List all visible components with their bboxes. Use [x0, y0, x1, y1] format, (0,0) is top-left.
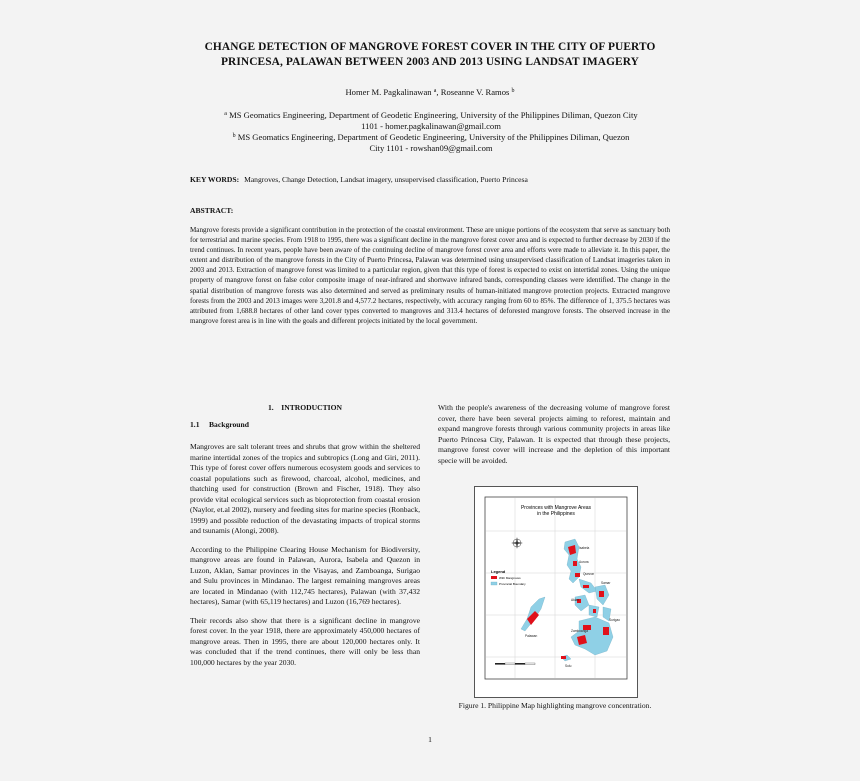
- svg-text:Zamboanga: Zamboanga: [571, 629, 589, 633]
- intro-paragraph-1: Mangroves are salt tolerant trees and shrubs that grow within the sheltered marine intertidal zones of the tropics and subtropics (Long and Giri, 2011). This type of forest cover offers numerous ecosystem goods and services to coastal populations such as firewood, charcoal, alcohol, medicines, and thatching used for construction (Brown and Fischer, 1918). They also provide vital ecological services such as bioprotection from coastal erosion (Naylor, et.al 2002), nursery and feeding sites for marine species (Ronback, 1999) and possible reduction of the devastating impacts of tropical storms and tsunamis (Alongi, 2008).: [190, 442, 420, 535]
- intro-paragraph-2: According to the Philippine Clearing House Mechanism for Biodiversity, mangrove areas are found in Palawan, Aurora, Isabela and Quezon in Luzon, Aklan, Samar provinces in the Visayas, and Zamboanga, Surigao and Sulu provinces in Mindanao. The largest remaining mangroves areas are located in Mindanao (with 112,745 hectares), Palawan (with 37,432 hectares), Samar (with 65,119 hectares) and Luzon (16,769 hectares).: [190, 544, 420, 606]
- affiliation-a-line2: 1101 - homer.pagkalinawan@gmail.com: [361, 121, 501, 131]
- affiliation-a: [175, 109, 687, 132]
- affiliation-b-line2: City 1101 - rowshan09@gmail.com: [369, 143, 493, 153]
- authors: [150, 86, 710, 98]
- svg-text:Palawan: Palawan: [525, 634, 538, 638]
- right-column-paragraph: With the people's awareness of the decreasing volume of mangrove forest cover, there have been several projects aiming to reforest, maintain and expand mangrove forests through various community projects in areas like Puerto Princesa City, Palawan. It is expected that through these projects, mangrove forest cover will increase and the depletion of this important specie will be avoided.: [438, 403, 670, 465]
- author-1-sup: a: [433, 88, 437, 94]
- map-title-2: in the Philippines: [537, 511, 575, 517]
- figure-caption: Figure 1. Philippine Map highlighting mangrove concentration.: [458, 701, 652, 710]
- author-2: Roseanne V. Ramos: [440, 87, 510, 97]
- abstract-text: Mangrove forests provide a significant contribution in the protection of the coastal environment. These are unique portions of the ecosystem that serve as sanctuary both for terrestrial and marine species. From 1918 to 1995, there was a significant decline in the mangrove forest cover area and is expected to further decrease by 2030 if the trend continues. In recent years, people have been aware of the continuing decline of mangrove forest cover area and efforts were made to alleviate it. In this paper, the extent and distribution of the mangrove forests in the City of Puerto Princesa, Palawan was determined using unsupervised classification of Landsat imageries taken in 2003 and 2013. Extraction of mangrove forest was limited to a particular region, given that this type of forest is expected to exist on intertidal zones. Using the unique property of mangrove forest on false color composite image of near-infrared and shortwave infrared bands, corresponding classes were identified. The change in the spatial distribution of mangrove forests was also determined and served as preliminary results of human-initiated mangrove protection projects. Extracted mangrove forests from the 2003 and 2013 images were 3,201.8 and 4,577.2 hectares, respectively, with accuracy ranging from 60 to 85%. The difference of 1, 375.5 hectares was attributed from 1,688.8 hectares of other land cover types converted to mangroves and 313.4 hectares of deforested mangrove forests. The observed increase in the mangrove forest area is in line with the goals and different projects initiated by the local government.: [190, 226, 670, 325]
- scale-bar: [495, 663, 535, 665]
- svg-text:Quezon: Quezon: [583, 572, 595, 576]
- page-number: 1: [428, 735, 432, 744]
- keywords-label: KEY WORDS:: [190, 175, 240, 184]
- paper-title: [150, 40, 710, 70]
- svg-text:Samar: Samar: [601, 581, 611, 585]
- subsection-heading-background: 1.1 Background: [190, 419, 249, 429]
- author-sep: ,: [436, 87, 441, 97]
- abstract-heading: ABSTRACT:: [190, 206, 234, 215]
- affiliation-b: [175, 131, 687, 154]
- intro-paragraph-3: Their records also show that there is a significant decline in mangrove forest cover. In the year 1918, there are approximately 450,000 hectares of mangrove areas. Then in 1995, there are about 120,000 hectares only. It was concluded that if the trend continues, there will only be less than 100,000 hectares by the year 2030.: [190, 615, 420, 667]
- author-1: Homer M. Pagkalinawan: [345, 87, 432, 97]
- author-2-sup: b: [511, 88, 515, 94]
- svg-text:Surigao: Surigao: [609, 618, 620, 622]
- title-line-2: PRINCESA, PALAWAN BETWEEN 2003 AND 2013 USING LANDSAT IMAGERY: [220, 56, 640, 68]
- affiliation-a-sup: a: [224, 111, 227, 117]
- section-heading-introduction: 1. INTRODUCTION: [267, 403, 343, 412]
- svg-text:Isabela: Isabela: [579, 546, 590, 550]
- philippines-map-svg: [475, 487, 637, 697]
- svg-text:Aklan: Aklan: [571, 598, 579, 602]
- left-column: [190, 403, 420, 676]
- affiliation-b-line1: MS Geomatics Engineering, Department of Geodetic Engineering, University of the Philippines Diliman, Quezon: [235, 132, 630, 142]
- title-line-1: CHANGE DETECTION OF MANGROVE FOREST COVER IN THE CITY OF PUERTO: [204, 41, 656, 53]
- affiliation-a-line1: MS Geomatics Engineering, Department of Geodetic Engineering, University of the Philippines Diliman, Quezon City: [226, 110, 638, 120]
- svg-text:Legend: Legend: [491, 569, 506, 574]
- keywords: [190, 175, 670, 185]
- figure-map: [474, 486, 638, 698]
- svg-text:Aurora: Aurora: [579, 560, 589, 564]
- map-title-1: Provinces with Mangrove Areas: [520, 505, 592, 511]
- affiliation-b-sup: b: [232, 133, 236, 139]
- keywords-text: Mangroves, Change Detection, Landsat imagery, unsupervised classification, Puerto Princesa: [244, 175, 528, 184]
- svg-text:Sulu: Sulu: [565, 664, 572, 668]
- svg-text:Provincial Boundary: Provincial Boundary: [499, 582, 526, 586]
- svg-text:With Mangroves: With Mangroves: [499, 576, 521, 580]
